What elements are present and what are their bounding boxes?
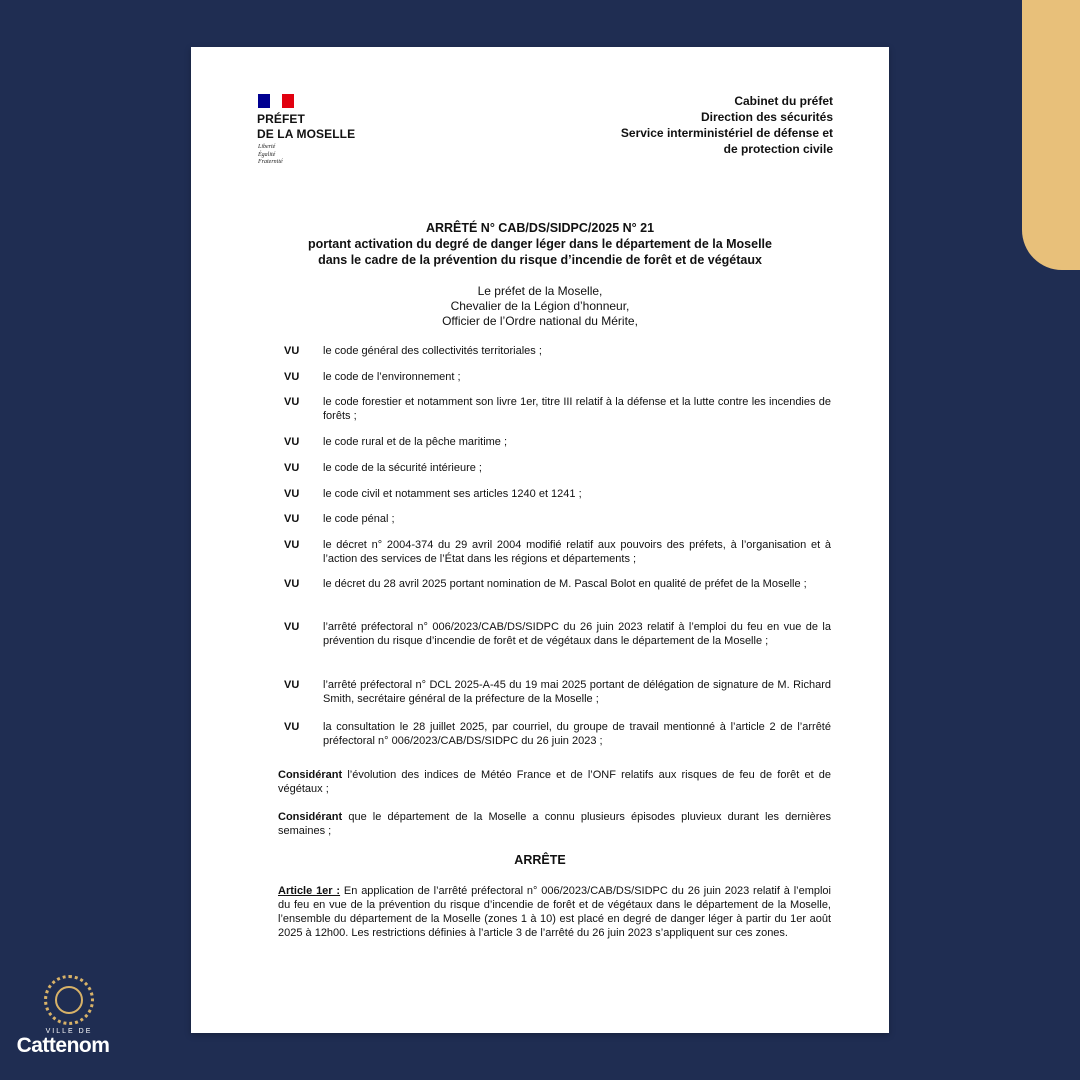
considerant-label: Considérant [278,769,343,781]
vu-label: VU [284,462,300,474]
devise-fraternite: Fraternité [258,159,283,165]
considerant-label: Considérant [278,811,343,823]
vu-label: VU [284,578,300,590]
vu-item [285,538,831,566]
vu-text: le code de la sécurité intérieure ; [323,462,482,474]
vu-text: le décret n° 2004-374 du 29 avril 2004 modifié relatif aux pouvoirs des préfets, à l’organisation et à l’action des services de l’État dans les régions et départements ; [323,539,831,565]
office-line: Service interministériel de défense et [620,126,833,140]
vu-text: le code forestier et notamment son livre 1er, titre III relatif à la défense et la lutte contre les incendies de forêts ; [323,396,831,422]
devise-egalite: Égalité [258,151,276,158]
considerant [278,810,831,838]
sun-emblem-icon [44,975,94,1025]
arrete-heading: ARRÊTE [514,853,566,867]
vu-label: VU [284,721,300,733]
prefecture-block [257,112,355,142]
vu-label: VU [284,513,300,525]
vu-item [285,395,831,423]
vu-label: VU [284,345,300,357]
vu-item [285,720,831,748]
logo-name: Cattenom [16,1034,110,1057]
prefect-line: Chevalier de la Légion d’honneur, [450,299,630,313]
article-1 [278,884,831,940]
corner-accent [1022,0,1080,270]
devise-liberte: Liberté [258,144,276,150]
marianne-flag-icon [258,94,294,108]
considerant-text: que le département de la Moselle a connu plusieurs épisodes pluvieux durant les dernières semaines ; [278,811,832,837]
vu-label: VU [284,371,300,383]
issuing-office [621,93,833,157]
vu-text: la consultation le 28 juillet 2025, par courriel, du groupe de travail mentionné à l’article 2 de l’arrêté préfectoral n° 006/2023/CAB/DS/SIDPC du 26 juin 2023 ; [323,721,831,747]
vu-item [285,487,831,501]
considerant [278,768,831,796]
vu-text: le code rural et de la pêche maritime ; [323,436,508,448]
vu-item [285,370,831,384]
considerant-text: l’évolution des indices de Météo France et de l’ONF relatifs aux risques de feu de forêt et de végétaux ; [278,769,832,795]
vu-text: le code civil et notamment ses articles 1240 et 1241 ; [323,488,582,500]
title-line: portant activation du degré de danger léger dans le département de la Moselle [307,237,772,251]
cattenom-logo [14,975,124,1057]
office-line: Direction des sécurités [700,110,833,124]
vu-text: le décret du 28 avril 2025 portant nomination de M. Pascal Bolot en qualité de préfet de la Moselle ; [323,578,807,590]
office-line: de protection civile [723,142,833,156]
title-line: ARRÊTÉ N° CAB/DS/SIDPC/2025 N° 21 [425,221,655,235]
vu-label: VU [284,396,300,408]
devise [258,144,283,167]
article-text: En application de l’arrêté préfectoral n° 006/2023/CAB/DS/SIDPC du 26 juin 2023 relatif à l’emploi du feu en vue de la prévention du risque d’incendie de forêt et de végétaux dans le département de la Moselle, l’ensemble du département de la Moselle (zones 1 à 10) est placé en degré de danger léger à partir du 1er août 2025 à 12h00. Les restrictions définies à l’article 3 de l’arrêté du 26 juin 2023 s’appliquent sur ces zones. [278,885,831,939]
vu-text: le code général des collectivités territoriales ; [323,345,542,357]
vu-label: VU [284,539,300,551]
vu-item [285,344,831,358]
vu-item [285,435,831,449]
vu-label: VU [284,436,300,448]
vu-label: VU [284,621,300,633]
prefect-titles [191,284,889,329]
prefet-line2: DE LA MOSELLE [257,127,356,141]
prefect-line: Le préfet de la Moselle, [477,284,603,298]
vu-text: l’arrêté préfectoral n° DCL 2025-A-45 du 19 mai 2025 portant de délégation de signature de M. Richard Smith, secrétaire général de la préfecture de la Moselle ; [323,679,831,705]
document-page [191,47,889,1033]
vu-item [285,512,831,526]
title-line: dans le cadre de la prévention du risque d’incendie de forêt et de végétaux [318,253,762,267]
office-line: Cabinet du préfet [734,94,833,108]
vu-item [285,577,831,591]
vu-label: VU [284,679,300,691]
document-title [191,220,889,268]
vu-text: l’arrêté préfectoral n° 006/2023/CAB/DS/SIDPC du 26 juin 2023 relatif à l’emploi du feu en vue de la prévention du risque d’incendie de forêt et de végétaux dans le département de la Moselle ; [323,621,831,647]
vu-label: VU [284,488,300,500]
logo-ville-de: VILLE DE [45,1028,93,1035]
vu-item [285,678,831,706]
vu-item [285,461,831,475]
vu-text: le code pénal ; [323,513,395,525]
prefet-line1: PRÉFET [257,112,305,126]
prefect-line: Officier de l’Ordre national du Mérite, [442,314,638,328]
vu-item [285,620,831,648]
vu-text: le code de l’environnement ; [323,371,461,383]
article-label: Article 1er : [278,885,341,897]
